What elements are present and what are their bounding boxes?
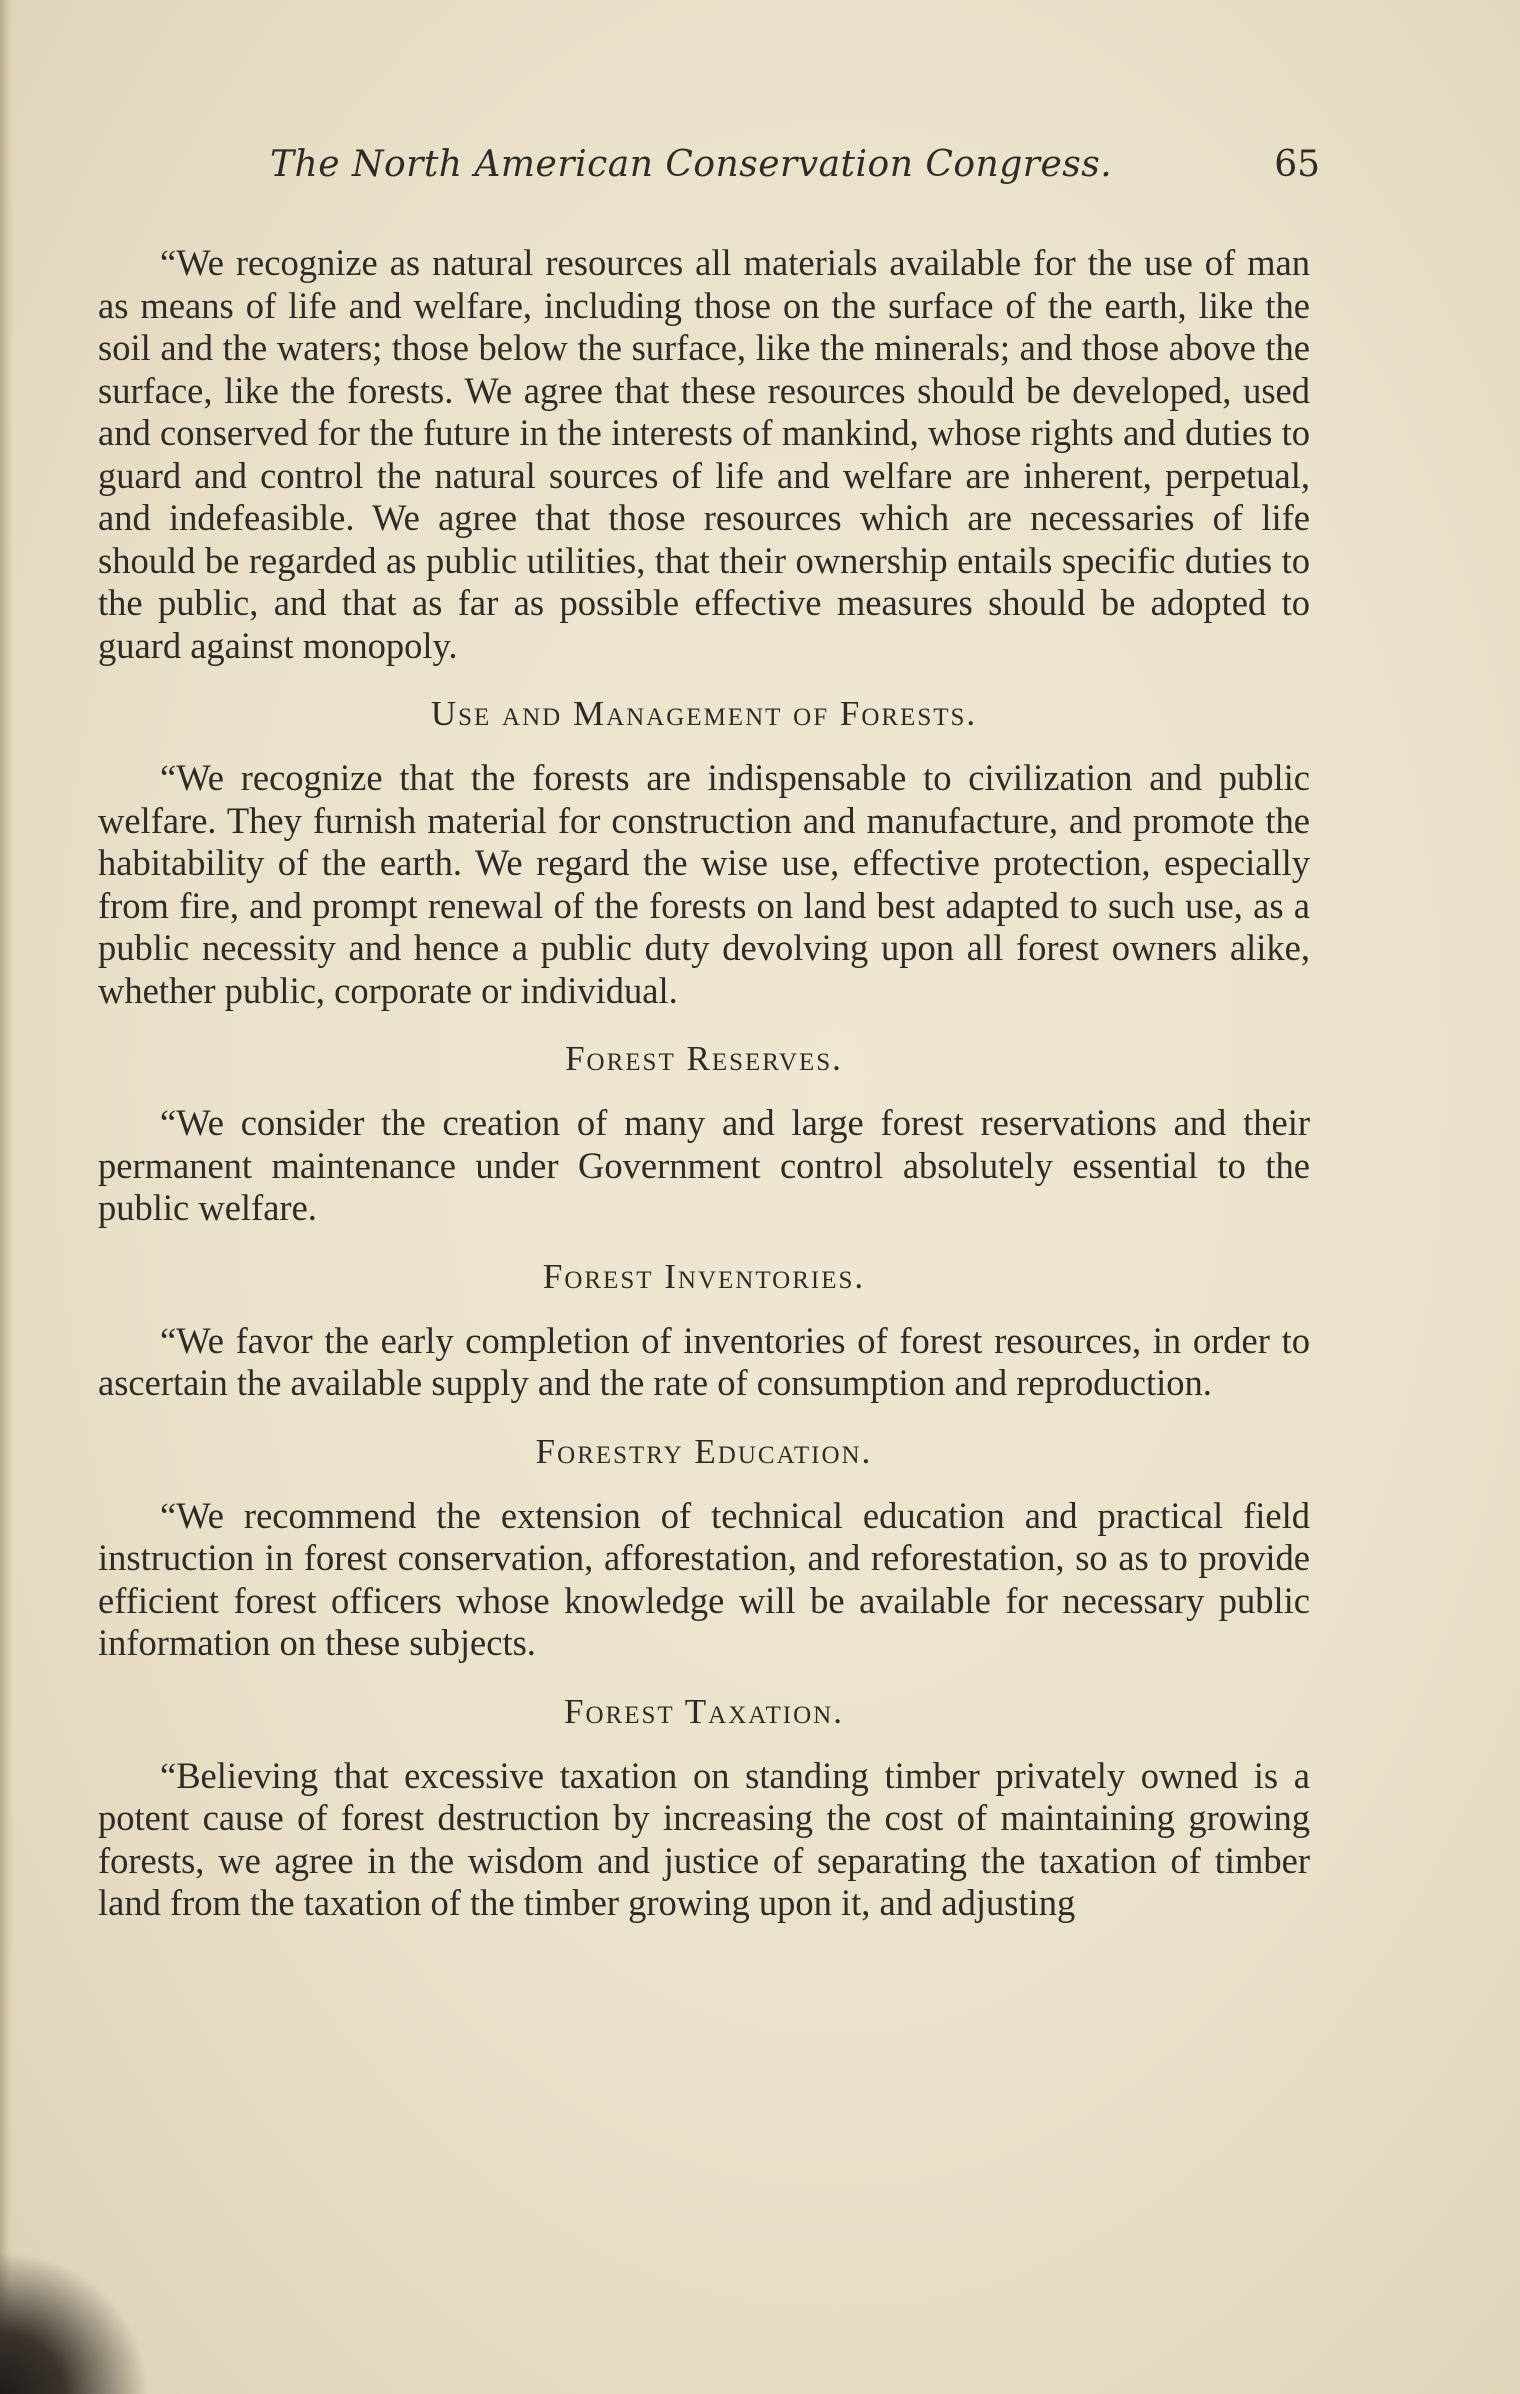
section-heading: Forest Inventories. [542,1256,866,1296]
corner-shadow [0,2250,150,2394]
section-paragraph: “We consider the creation of many and large forest reservations and their permanent maintenance under Government control absolutely essential to the public welfare. [98,1102,1310,1228]
section-heading: Use and Management of Forests. [430,694,978,733]
section-paragraph: “We recommend the extension of technical education and practical field instruction in forest conservation, afforestation, and reforestation, so as to provide efficient forest officers whose knowledge will be available for necessary public information on these subjects. [98,1494,1310,1663]
running-head [98,144,1320,204]
section-paragraph: “Believing that excessive taxation on standing timber privately owned is a potent cause of forest destruction by increasing the cost of maintaining growing forests, we agree in the wisdom and justice of separating the taxation of timber land from the taxation of the timber growing upon it, and adjusting [98,1754,1310,1923]
page-binding-edge [0,0,14,2394]
page-body [98,242,1310,1925]
section-paragraph: “We recognize that the forests are indispensable to civilization and public welfare. They furnish material for construction and manufacture, and promote the habitability of the earth. We regard the wise use, effective protection, especially from fire, and prompt renewal of the forests on land best adapted to such use, as a public necessity and hence a public duty devolving upon all forest owners alike, whether public, corporate or individual. [98,757,1310,1011]
intro-paragraph: “We recognize as natural resources all materials available for the use of man as means of life and welfare, including those on the surface of the earth, like the soil and the waters; those below the surface, like the minerals; and those above the surface, like the forests. We agree that these resources should be developed, used and conserved for the future in the interests of mankind, whose rights and duties to guard and control the natural sources of life and welfare are inherent, perpetual, and indefeasible. We agree that those resources which are necessaries of life should be regarded as public utilities, that their ownership entails specific duties to the public, and that as far as possible effective measures should be adopted to guard against monopoly. [98,242,1310,666]
section-heading: Forest Taxation. [564,1691,844,1731]
section-paragraph: “We favor the early completion of inventories of forest resources, in order to ascertain the available supply and the rate of consumption and reproduction. [98,1319,1310,1403]
section-heading: Forest Reserves. [565,1039,843,1078]
running-title: The North American Conservation Congress. [270,144,1113,185]
page-number: 65 [1274,144,1320,185]
section-heading: Forestry Education. [535,1431,873,1471]
